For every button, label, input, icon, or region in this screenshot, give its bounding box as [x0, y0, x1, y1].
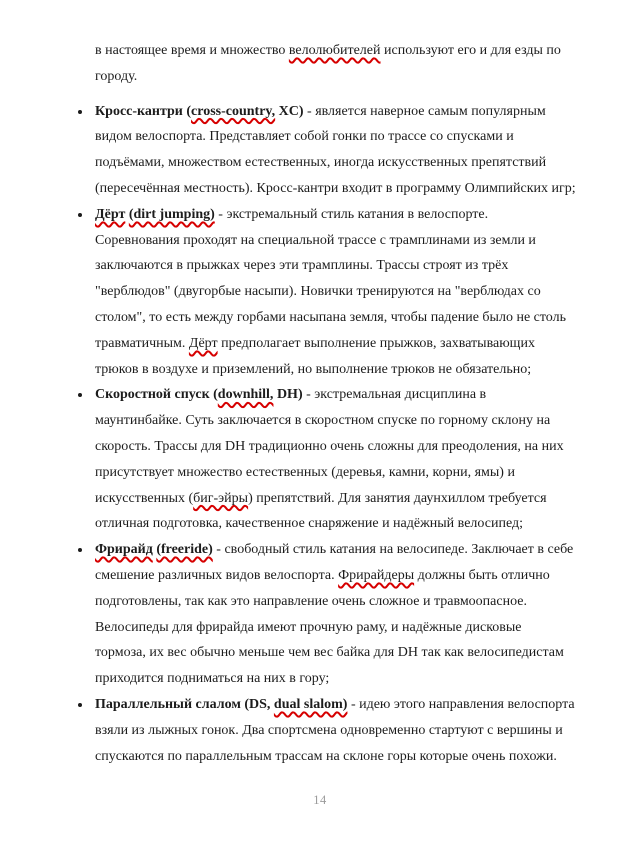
bullet-marker-icon — [78, 393, 82, 397]
text-segment: Велосипеды для фрирайда имеют прочную раму, и надёжные дисковые — [95, 619, 522, 635]
text-segment: должны быть отлично — [414, 567, 550, 583]
list-item — [95, 537, 615, 692]
bullet-marker-icon — [78, 548, 82, 552]
text-segment: приходится подниматься на них в гору; — [95, 671, 330, 687]
text-segment: - является наверное самым популярным — [303, 103, 546, 119]
misspelled-word: Фрирайд — [95, 542, 153, 558]
text-segment: присутствует множество естественных (деревья, камни, корни, ямы) и — [95, 464, 515, 480]
text-line — [95, 253, 615, 279]
misspelled-word: Фрирайдеры — [338, 567, 415, 583]
misspelled-word: Дёрт — [95, 206, 126, 222]
text-line — [95, 460, 615, 486]
misspelled-word: (dirt jumping) — [128, 206, 215, 222]
misspelled-word: велолюбителей — [288, 43, 381, 58]
text-segment: столом", то есть между горбами насыпана земля, чтобы падение было не столь — [95, 309, 566, 325]
misspelled-word: Дёрт — [188, 335, 218, 351]
text-line — [95, 537, 615, 563]
text-segment: используют его и для езды по — [380, 43, 561, 58]
text-line — [95, 305, 615, 331]
text-line — [95, 434, 615, 460]
text-segment: - экстремальная дисциплина в — [302, 387, 487, 403]
list-item — [95, 202, 615, 383]
text-segment: искусственных ( — [95, 490, 194, 506]
bullet-marker-icon — [78, 110, 82, 114]
text-segment: - свободный стиль катания на велосипеде. Заключает в себе — [212, 542, 574, 558]
text-line — [95, 38, 615, 64]
text-segment: скорость. Трассы для DH традиционно очень сложны для преодоления, на них — [95, 438, 564, 454]
text-line — [95, 150, 615, 176]
text-line — [95, 666, 615, 692]
text-segment: DH) — [273, 387, 303, 403]
document-body[interactable] — [95, 38, 615, 769]
text-segment: травматичным. — [95, 335, 189, 351]
text-line — [95, 718, 615, 744]
text-line — [95, 357, 615, 383]
text-segment: подъёмами, множеством естественных, иногда искусственных препятствий — [95, 155, 547, 171]
text-line — [95, 176, 615, 202]
text-line — [95, 615, 615, 641]
list-item — [95, 382, 615, 537]
text-line — [95, 692, 615, 718]
text-line — [95, 511, 615, 537]
text-segment: Кросс-кантри ( — [95, 103, 192, 119]
text-segment: (пересечённая местность). Кросс-кантри входит в программу Олимпийских игр; — [95, 180, 576, 196]
text-segment: Соревнования проходят на специальной трассе с трамплинами из земли и — [95, 232, 536, 248]
misspelled-word: (freeride) — [156, 542, 213, 558]
misspelled-word: биг-эйры — [193, 490, 249, 506]
text-segment: отличная подготовка, качественное снаряжение и надёжный велосипед; — [95, 516, 523, 532]
misspelled-word: cross-country, — [191, 103, 276, 119]
bullet-marker-icon — [78, 703, 82, 707]
text-segment: видом велоспорта. Представляет собой гонки по трассе со спусками и — [95, 129, 514, 145]
text-segment: - экстремальный стиль катания в велоспорте. — [214, 206, 489, 222]
text-segment: заключаются в прыжках через эти трамплины. Трассы строят из трёх — [95, 258, 509, 274]
misspelled-word: downhill, — [217, 387, 274, 403]
text-line — [95, 202, 615, 228]
text-segment: в настоящее время и множество — [95, 43, 289, 58]
text-segment: спускаются по параллельным трассам на склоне горы которые очень похожи. — [95, 748, 557, 764]
list-item — [95, 99, 615, 202]
list-item — [95, 692, 615, 769]
text-line — [95, 64, 615, 90]
text-segment: смешение различных видов велоспорта. — [95, 567, 339, 583]
text-segment: тормоза, их вес обычно меньше чем вес байка для DH так как велосипедистам — [95, 645, 564, 661]
text-line — [95, 99, 615, 125]
text-line — [95, 408, 615, 434]
text-line — [95, 124, 615, 150]
text-segment: ) препятствий. Для занятия даунхиллом требуется — [248, 490, 547, 506]
text-line — [95, 228, 615, 254]
text-segment: Параллельный слалом (DS, — [95, 696, 274, 712]
text-segment: взяли из лыжных гонок. Два спортсмена одновременно стартуют с вершины и — [95, 722, 563, 738]
bullet-marker-icon — [78, 213, 82, 217]
text-line — [95, 589, 615, 615]
text-segment: XC) — [275, 103, 304, 119]
text-segment: трюков в воздухе и приземлений, но выполнение трюков не обязательно; — [95, 361, 532, 377]
paragraph — [95, 38, 615, 90]
misspelled-word: dual slalom) — [273, 696, 348, 712]
text-line — [95, 279, 615, 305]
text-segment: "верблюдов" (двугорбые насыпи). Новички тренируются на "верблюдах со — [95, 284, 541, 300]
text-segment: городу. — [95, 68, 138, 84]
text-segment: Скоростной спуск ( — [95, 387, 218, 403]
text-segment: предполагает выполнение прыжков, захватывающих — [217, 335, 535, 351]
text-segment: - идею этого направления велоспорта — [347, 696, 575, 712]
text-line — [95, 486, 615, 512]
text-line — [95, 744, 615, 770]
text-line — [95, 382, 615, 408]
text-line — [95, 640, 615, 666]
text-segment: маунтинбайке. Суть заключается в скоростном спуске по горному склону на — [95, 413, 551, 429]
text-line — [95, 331, 615, 357]
page-number: 14 — [313, 793, 327, 807]
text-line — [95, 563, 615, 589]
text-segment: подготовлены, так как это направление очень сложное и травмоопасное. — [95, 593, 527, 609]
